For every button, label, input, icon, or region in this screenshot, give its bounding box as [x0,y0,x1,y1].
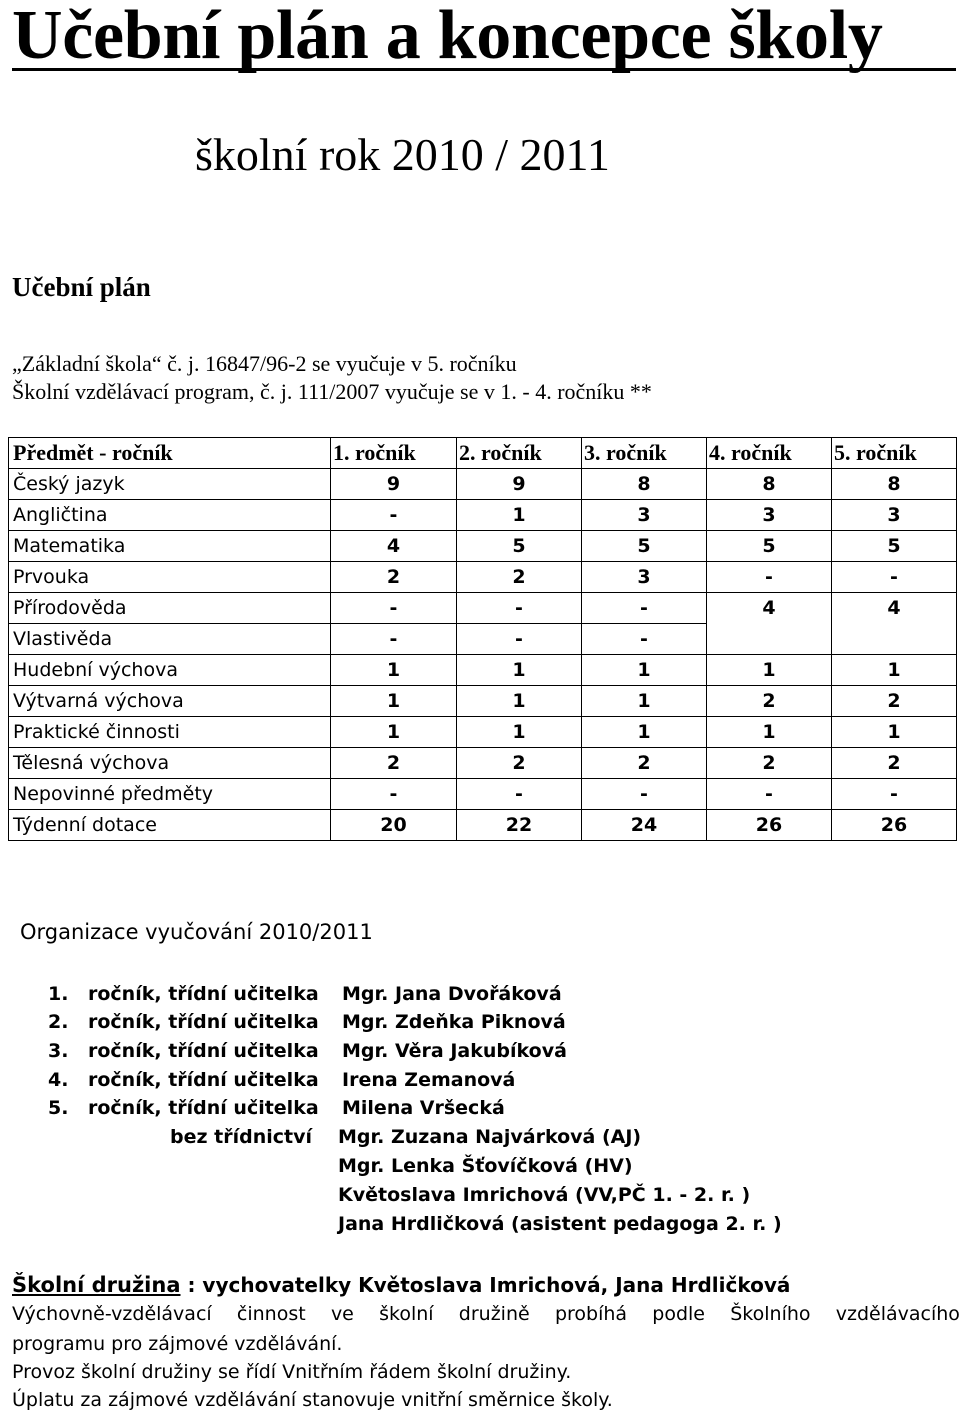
teacher-name: Mgr. Jana Dvořáková [342,983,562,1005]
class-role: ročník, třídní učitelka [88,1069,319,1091]
after-school-club-label: Školní družina [12,1273,181,1297]
table-row [9,500,957,531]
subject-cell: Výtvarná výchova [9,686,331,717]
hours-cell: - [707,779,832,810]
hours-cell: - [331,500,457,531]
word: ve [330,1303,354,1325]
hours-cell: 1 [707,655,832,686]
total-cell: 22 [457,810,582,841]
school-year: školní rok 2010 / 2011 [195,129,610,180]
word: Školního [730,1303,811,1325]
program-line-svp: Školní vzdělávací program, č. j. 111/2007 vyučuje se v 1. - 4. ročníku ** [12,379,652,404]
table-row [9,593,957,624]
class-role: ročník, třídní učitelka [88,1011,319,1033]
hours-cell: 3 [832,500,957,531]
hours-cell: - [582,624,707,655]
title-underline [12,68,956,71]
hours-cell: 2 [707,686,832,717]
table-row [9,686,957,717]
table-row-total [9,810,957,841]
class-number: 4. [48,1069,69,1091]
hours-cell: - [457,779,582,810]
subject-cell: Český jazyk [9,469,331,500]
hours-cell: 1 [832,655,957,686]
organization-heading: Organizace vyučování 2010/2011 [20,920,373,944]
class-number: 1. [48,983,69,1005]
hours-cell: - [832,779,957,810]
subject-cell: Přírodověda [9,593,331,624]
hours-cell: 2 [707,748,832,779]
word: školní [379,1303,434,1325]
column-header-year-3: 3. ročník [582,438,707,469]
word: vzdělávacího [835,1303,960,1325]
table-corner-header: Předmět - ročník [9,438,331,469]
hours-cell: 3 [582,500,707,531]
hours-cell: 8 [707,469,832,500]
subject-cell: Vlastivěda [9,624,331,655]
subject-cell: Angličtina [9,500,331,531]
hours-cell: 2 [457,562,582,593]
hours-cell: 1 [331,717,457,748]
class-number: 3. [48,1040,69,1062]
hours-cell: 1 [331,655,457,686]
subject-cell: Tělesná výchova [9,748,331,779]
hours-cell: - [707,562,832,593]
table-row [9,748,957,779]
column-header-year-1: 1. ročník [331,438,457,469]
table-row [9,779,957,810]
hours-cell: 2 [582,748,707,779]
total-cell: 20 [331,810,457,841]
hours-cell: - [457,624,582,655]
hours-cell: 1 [457,686,582,717]
table-header-row [9,438,957,469]
hours-cell-merged: 4 [707,593,832,655]
hours-cell: 5 [582,531,707,562]
word: činnost [236,1303,306,1325]
hours-cell: 9 [457,469,582,500]
column-header-year-5: 5. ročník [832,438,957,469]
teacher-name: Milena Vršecká [342,1097,505,1119]
word: družině [458,1303,530,1325]
hours-cell: 8 [582,469,707,500]
teacher-name: Mgr. Zdeňka Piknová [342,1011,566,1033]
hours-cell: 5 [707,531,832,562]
total-cell: 26 [832,810,957,841]
total-cell: 24 [582,810,707,841]
after-school-club-line [12,1270,790,1300]
hours-cell: 3 [582,562,707,593]
subject-cell: Prvouka [9,562,331,593]
teacher-name: Mgr. Věra Jakubíková [342,1040,567,1062]
hours-cell-merged: 4 [832,593,957,655]
staff-name: Jana Hrdličková (asistent pedagoga 2. r. ) [338,1213,782,1235]
hours-cell: 1 [582,655,707,686]
hours-cell: 3 [707,500,832,531]
hours-cell: 1 [832,717,957,748]
hours-cell: 2 [331,748,457,779]
hours-cell: - [582,593,707,624]
hours-cell: - [457,593,582,624]
hours-cell: 1 [457,655,582,686]
table-row [9,562,957,593]
no-class-label: bez třídnictví [170,1126,313,1148]
paragraph-activity-line1 [12,1300,960,1328]
word: probíhá [554,1303,628,1325]
class-role: ročník, třídní učitelka [88,1040,319,1062]
hours-cell: 1 [582,717,707,748]
hours-cell: 9 [331,469,457,500]
plan-heading: Učební plán [12,272,151,302]
hours-cell: 1 [331,686,457,717]
subject-cell: Matematika [9,531,331,562]
hours-cell: - [331,779,457,810]
hours-cell: - [331,593,457,624]
staff-name: Květoslava Imrichová (VV,PČ 1. - 2. r. ) [338,1184,751,1206]
subject-cell: Praktické činnosti [9,717,331,748]
column-header-year-2: 2. ročník [457,438,582,469]
hours-cell: 1 [582,686,707,717]
paragraph-activity-line2: programu pro zájmové vzdělávání. [12,1333,343,1355]
class-number: 5. [48,1097,69,1119]
program-line-zs: „Základní škola“ č. j. 16847/96-2 se vyučuje v 5. ročníku [12,351,517,376]
paragraph-rules: Provoz školní družiny se řídí Vnitřním řádem školní družiny. [12,1361,572,1383]
class-role: ročník, třídní učitelka [88,983,319,1005]
table-row [9,655,957,686]
subject-cell: Hudební výchova [9,655,331,686]
staff-name: Mgr. Zuzana Najvárková (AJ) [338,1126,642,1148]
hours-cell: 2 [457,748,582,779]
staff-name: Mgr. Lenka Šťovíčková (HV) [338,1155,633,1177]
hours-cell: 1 [457,717,582,748]
table-row [9,717,957,748]
hours-cell: 1 [457,500,582,531]
hours-cell: 2 [832,748,957,779]
hours-cell: 2 [832,686,957,717]
column-header-year-4: 4. ročník [707,438,832,469]
word: podle [652,1303,705,1325]
teacher-name: Irena Zemanová [342,1069,516,1091]
after-school-club-staff: : vychovatelky Květoslava Imrichová, Jana Hrdličková [180,1273,791,1297]
curriculum-table [8,437,957,841]
hours-cell: 1 [707,717,832,748]
table-row [9,469,957,500]
hours-cell: - [331,624,457,655]
hours-cell: - [832,562,957,593]
total-cell: 26 [707,810,832,841]
subject-cell: Týdenní dotace [9,810,331,841]
page-title: Učební plán a koncepce školy [12,0,883,74]
hours-cell: - [582,779,707,810]
word: Výchovně-vzdělávací [12,1303,212,1325]
hours-cell: 5 [832,531,957,562]
class-number: 2. [48,1011,69,1033]
subject-cell: Nepovinné předměty [9,779,331,810]
hours-cell: 4 [331,531,457,562]
hours-cell: 5 [457,531,582,562]
table-row [9,531,957,562]
hours-cell: 8 [832,469,957,500]
hours-cell: 2 [331,562,457,593]
class-role: ročník, třídní učitelka [88,1097,319,1119]
paragraph-fees: Úplatu za zájmové vzdělávání stanovuje vnitřní směrnice školy. [12,1389,613,1411]
